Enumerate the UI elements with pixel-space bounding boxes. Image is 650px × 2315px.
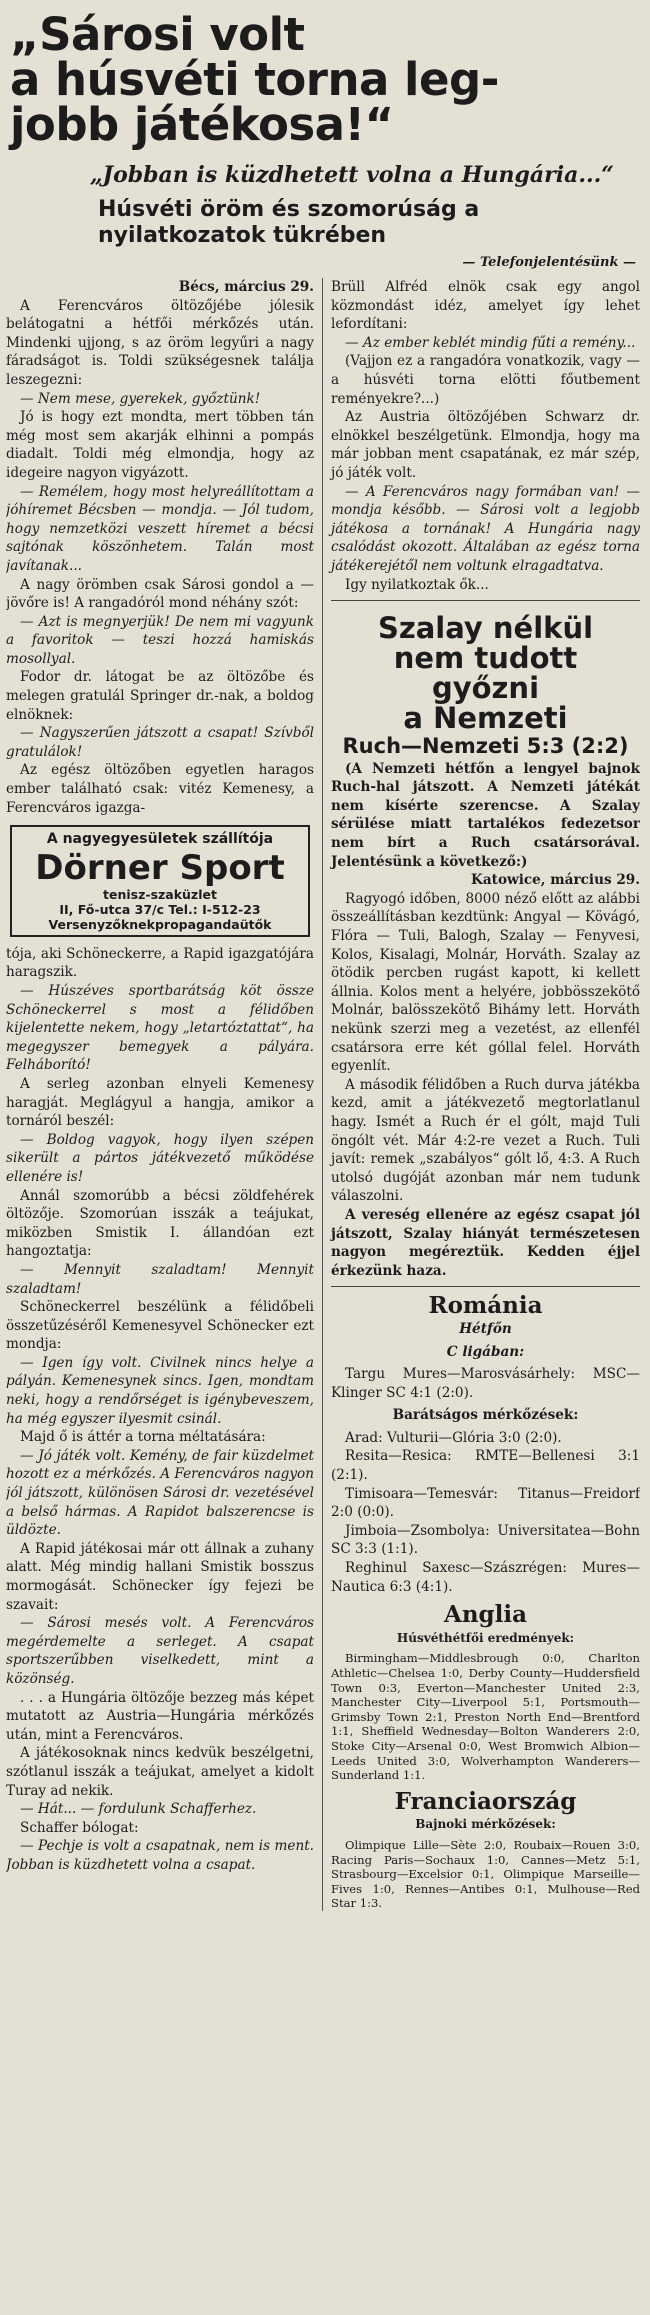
paragraph: — Hát... — fordulunk Schafferhez. <box>20 1801 257 1818</box>
result-line: Timisoara—Temesvár: Titanus—Freidorf 2:0 (0:0). <box>331 1485 640 1521</box>
paragraph: Brüll Alfréd elnök csak egy angol közmondást idéz, amelyet így lehet lefordítani: <box>331 279 640 333</box>
paragraph: — Pechje is volt a csapatnak, nem is ment. Jobban is küzdhetett volna a csapat. <box>6 1838 314 1873</box>
franciaorszag-results: Olimpique Lille—Sète 2:0, Roubaix—Rouen 3:0, Racing Paris—Sochaux 1:0, Cannes—Metz 5:1, Strasbourg—Excelsior 0:1, Olimpique Marseille—Fives 1:0, Rennes—Antibes 0:1, Mulhouse—Red Star 1:3. <box>331 1837 640 1911</box>
result-line: Jimboia—Zsombolya: Universitatea—Bohn SC 3:3 (1:1). <box>331 1522 640 1558</box>
romania-league: C ligában: <box>446 1343 525 1360</box>
paragraph: Igy nyilatkoztak ők... <box>345 576 489 593</box>
headline-line-2: a húsvéti torna leg- <box>10 53 499 106</box>
paragraph: A játékosoknak nincs kedvük beszélgetni, szótlanul isszák a teájukat, amelyet a kidolt Turay ad nekik. <box>6 1745 314 1799</box>
ad-brand-name: Dörner Sport <box>35 847 285 888</box>
paragraph: — Húszéves sportbarátság köt össze Schöneckerrel s most a félidőben kijelentette nekem, hogy „letartóztattat“, ha megegyszer bemegyek a pályára. Felháborító! <box>6 983 314 1074</box>
paragraph: A Ferencváros öltözőjébe jólesik belátogatni a hétfői mérkőzés után. Mindenki ujjong, s az öröm legyűri a nagy fáradságot is. Toldi szükségesnek találja leszegezni: <box>6 297 314 388</box>
anglia-heading: Anglia <box>443 1601 528 1629</box>
paragraph: Schaffer bólogat: <box>20 1819 139 1836</box>
szalay-headline-line: nem tudott <box>393 641 578 676</box>
ad-slogan: Versenyzőknekpropagandaütők <box>48 916 272 932</box>
result-line: Resita—Resica: RMTE—Bellenesi 3:1 (2:1). <box>331 1448 640 1484</box>
paragraph: — Azt is megnyerjük! De nem mi vagyunk a favoritok — teszi hozzá hamiskás mosollyal. <box>6 613 314 667</box>
headline <box>10 8 642 151</box>
divider <box>331 1286 640 1287</box>
romania-heading: Románia <box>428 1292 543 1320</box>
paragraph: — Nagyszerűen játszott a csapat! Szívből gratulálok! <box>6 725 314 760</box>
anglia-results-heading: Húsvéthétfői eredmények: <box>396 1630 575 1645</box>
paragraph: Annál szomorúbb a bécsi zöldfehérek öltözője. Szomorúan isszák a teájukat, miközben Smistik I. állandóan ezt hangoztatja: <box>6 1187 314 1260</box>
paragraph: Jó is hogy ezt mondta, mert többen tán még most sem akarják elhinni a pompás diadalt. Toldi még elmondja, hogy az idegeire nagyon vigyázott. <box>6 409 314 481</box>
friendly-matches-heading: Barátságos mérkőzések: <box>392 1407 579 1424</box>
romania-day: Hétfőn <box>459 1320 512 1337</box>
paragraph: A nagy örömben csak Sárosi gondol a — jövőre is! A rangadóról mond néhány szót: <box>6 576 314 612</box>
deck: Húsvéti öröm és szomorúság a nyilatkozatok tükrében <box>98 197 480 248</box>
result-line: Reghinul Saxesc—Szászrégen: Mures—Nautica 6:3 (4:1). <box>331 1560 640 1595</box>
ad-tagline: A nagyegyesületek szállítója <box>46 831 274 848</box>
szalay-headline-line: győzni <box>431 671 540 706</box>
paragraph: A serleg azonban elnyeli Kemenesy haragját. Meglágyul a hangja, amikor a tornáról beszél: <box>6 1075 314 1130</box>
paragraph: Majd ő is áttér a torna méltatására: <box>20 1429 266 1446</box>
ad-shop-type: tenisz-szaküzlet <box>103 886 217 902</box>
paragraph: tója, aki Schöneckerre, a Rapid igazgatójára haragszik. <box>6 945 314 981</box>
paragraph: — Remélem, hogy most helyreállítottam a jóhíremet Bécsben — mondja. — Jól tudom, hogy nemzetközi veszett híremet a bécsi sajtónak köszönhetem. Talán most javítanak... <box>6 483 314 574</box>
right-column <box>323 278 640 1911</box>
szalay-headline-line: a Nemzeti <box>403 701 568 736</box>
headline-line-1: „Sárosi volt <box>10 8 305 61</box>
paragraph: — Igen így volt. Civilnek nincs helye a pályán. Kemenesynek sincs. Igen, mondtam neki, hogy a rendőrséget is igénybeveszem, ha még egyszer ilyesmit csinál. <box>6 1354 314 1427</box>
paragraph: A második félidőben a Ruch durva játékba kezd, amit a játékvezető megtorlatlanul hagy. Ismét a Ruch ér el gólt, majd Tuli öngólt vét. Már 4:2-re vezet a Ruch. Tuli javít: remek „szabályos“ gólt lő, 4:3. A Ruch utolsó dugóját azonban már nem tudunk válaszolni. <box>331 1076 640 1205</box>
credit-line: — Telefonjelentésünk — <box>462 255 636 270</box>
anglia-results: Birmingham—Middlesbrough 0:0, Charlton Athletic—Chelsea 1:0, Derby County—Huddersfield Town 0:3, Everton—Manchester United 2:3, Manchester City—Liverpool 5:1, Portsmouth—Grimsby Town 2:1, Preston North End—Brentford 1:1, Sheffield Wednesday—Bolton Wanderers 2:0, Stoke City—Arsenal 0:0, West Bromwich Albion—Leeds United 3:0, Wolverhampton Wanderers—Sunderland 1:1. <box>331 1651 640 1783</box>
dateline: Katowice, március 29. <box>471 872 640 889</box>
paragraph: — Boldog vagyok, hogy ilyen szépen sikerült a pártos játékvezető működése ellenére is! <box>6 1131 314 1185</box>
paragraph: (Vajjon ez a rangadóra vonatkozik, vagy — a húsvéti torna elötti főutbement reményekre?...) <box>331 353 640 407</box>
article-columns <box>6 278 642 1911</box>
paragraph: Az egész öltözőben egyetlen haragos ember található csak: vitéz Kemenesy, a Ferencváros igazga- <box>6 762 314 816</box>
left-column <box>6 278 323 1911</box>
dateline: Bécs, március 29. <box>178 279 314 295</box>
paragraph: — Az ember keblét mindig fűti a remény... <box>345 334 636 351</box>
dorner-sport-advertisement <box>10 825 310 937</box>
paragraph: — Sárosi mesés volt. A Ferencváros megérdemelte a serleget. A csapat sportszerűbben viselkedett, mint a közönség. <box>6 1615 314 1687</box>
divider <box>331 600 640 601</box>
paragraph: — Nem mese, gyerekek, győztünk! <box>20 390 261 407</box>
paragraph: . . . a Hungária öltözője bezzeg más képet mutatott az Austria—Hungária mérkőzés után, mint a Ferencváros. <box>6 1689 314 1743</box>
headline-line-3: jobb játékosa!“ <box>10 98 394 151</box>
result-line: Arad: Vulturii—Glória 3:0 (2:0). <box>345 1429 562 1446</box>
franciaorszag-heading: Franciaország <box>394 1787 577 1815</box>
paragraph: A Rapid játékosai már ott állnak a zuhany alatt. Még mindig hallani Smistik bosszus mormogását. Schönecker így fejezi be szavait: <box>6 1540 314 1613</box>
paragraph: Schöneckerrel beszélünk a félidőbeli összetűzéséről Kemenesyvel Schönecker ezt mondja: <box>6 1299 314 1353</box>
szalay-headline <box>331 611 640 736</box>
paragraph: — Jó játék volt. Kemény, de fair küzdelmet hozott ez a mérkőzés. A Ferencváros nagyon jól játszott, különösen Sárosi dr. vezetésével a belső hármas. A Rapidot balszerencse is üldözte. <box>6 1447 314 1539</box>
paragraph: Fodor dr. látogat be az öltözőbe és melegen gratulál Springer dr.-nak, a boldog elnöknek: <box>6 669 314 723</box>
paragraph: Ragyogó időben, 8000 néző előtt az alábbi összeállításban kezdtünk: Angyal — Kövágó, Flóra — Tuli, Balogh, Szalay — Fenyvesi, Kolos, Kisalagi, Molnár, Horváth. Szalay az ötödik percben rugást kapott, ki kellett állnia. Kolos ment a helyére, jobbösszekötő Molnár, balösszekötő Bihámy lett. Horváth nekünk szerzi meg a vezetést, az ellenfél csatársora erre két góllal felel. Horváth egyenlít. <box>331 890 640 1075</box>
ad-address: II, Fő-utca 37/c Tel.: I-512-23 <box>59 901 261 917</box>
paragraph: A vereség ellenére az egész csapat jól játszott, Szalay hiányát természetesen nagyon megéreztük. Kedden éjjel érkezünk haza. <box>331 1206 640 1279</box>
result-line: Targu Mures—Marosvásárhely: MSC—Klinger SC 4:1 (2:0). <box>331 1366 640 1401</box>
paragraph: — A Ferencváros nagy formában van! — mondja később. — Sárosi volt a legjobb játékosa a tornának! A Hungária nagy csalódást okozott. Általában az egész torna játékerejétől nem voltunk elragadtatva. <box>331 483 640 574</box>
szalay-headline-line: Szalay nélkül <box>377 611 594 646</box>
subheadline: „Jobban is küzdhetett volna a Hungária...“ <box>90 162 614 188</box>
paragraph: — Mennyit szaladtam! Mennyit szaladtam! <box>6 1261 314 1297</box>
match-score: Ruch—Nemzeti 5:3 (2:2) <box>342 734 629 759</box>
lead-paragraph: (A Nemzeti hétfőn a lengyel bajnok Ruch-hal játszott. A Nemzeti játékát nem kísérte szerencse. A Szalay sérülése miatt tartalékos fedezetsor nem bírt a Ruch csatársorával. Jelentésünk a következő:) <box>331 760 640 870</box>
paragraph: Az Austria öltözőjében Schwarz dr. elnökkel beszélgetünk. Elmondja, hogy ma már jobban ment csapatának, ez már szép, jó játék volt. <box>331 409 640 481</box>
franciaorszag-results-heading: Bajnoki mérkőzések: <box>415 1817 556 1832</box>
